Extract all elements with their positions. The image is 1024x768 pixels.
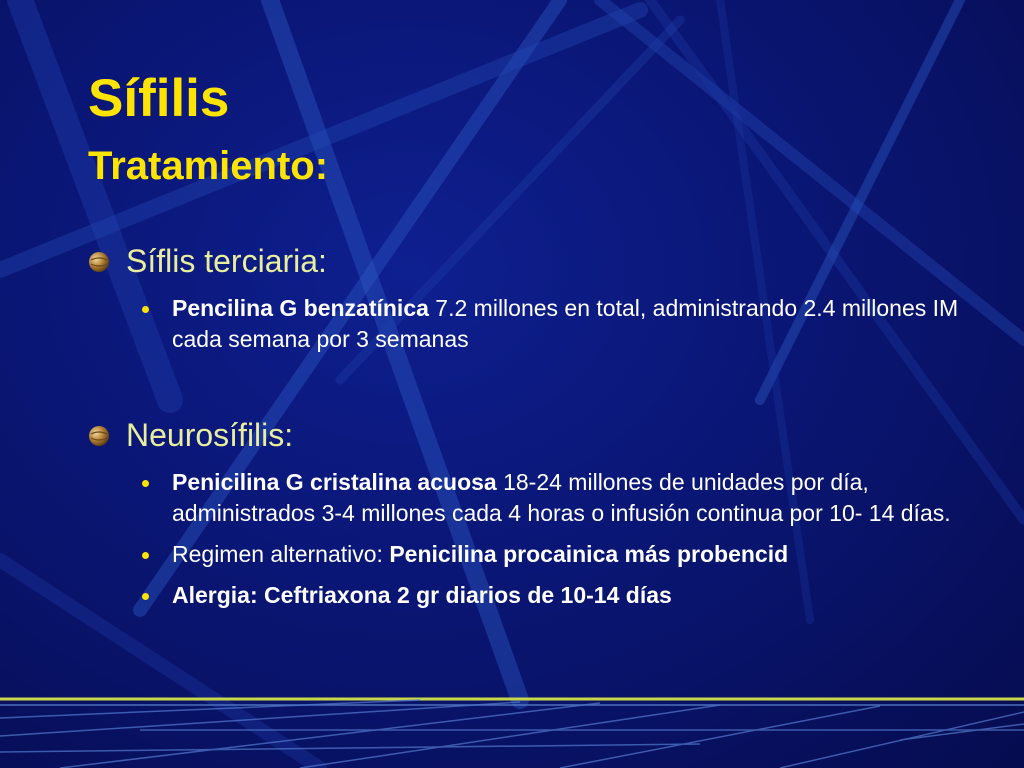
yellow-dot-icon xyxy=(142,480,149,487)
section-neurosifilis xyxy=(88,418,968,611)
item-text: 18-24 millones de unidades por día, administrados 3-4 millones cada 4 horas o infusión continua por 10- 14 días. xyxy=(172,469,951,527)
list-item xyxy=(88,539,968,570)
item-bold-text: Penicilina G cristalina acuosa xyxy=(172,469,497,496)
yellow-dot-icon xyxy=(142,593,149,600)
item-prefix-text: Regimen alternativo: xyxy=(172,541,390,568)
section-heading xyxy=(88,244,968,279)
slide-subtitle: Tratamiento: xyxy=(88,144,329,188)
list-item xyxy=(88,293,968,355)
item-bold-text: Pencilina G benzatínica xyxy=(172,295,429,322)
bronze-sphere-icon xyxy=(88,251,110,273)
section-terciaria xyxy=(88,244,968,355)
slide-title: Sífilis xyxy=(88,69,230,128)
yellow-dot-icon xyxy=(142,306,149,313)
item-list xyxy=(88,467,968,611)
section-heading-text: Neurosífilis: xyxy=(126,417,294,453)
item-bold-text: Penicilina procainica más probencid xyxy=(389,541,789,568)
list-item xyxy=(88,467,968,529)
section-heading-text: Síflis terciaria: xyxy=(126,243,327,279)
item-text: 7.2 millones en total, administrando 2.4 millones IM cada semana por 3 semanas xyxy=(172,295,959,353)
item-bold-text: Alergia: Ceftriaxona 2 gr diarios de 10-14 días xyxy=(172,582,672,609)
bronze-sphere-icon xyxy=(88,425,110,447)
list-item xyxy=(88,580,968,611)
yellow-dot-icon xyxy=(142,552,149,559)
item-list xyxy=(88,293,968,355)
section-heading xyxy=(88,418,968,453)
